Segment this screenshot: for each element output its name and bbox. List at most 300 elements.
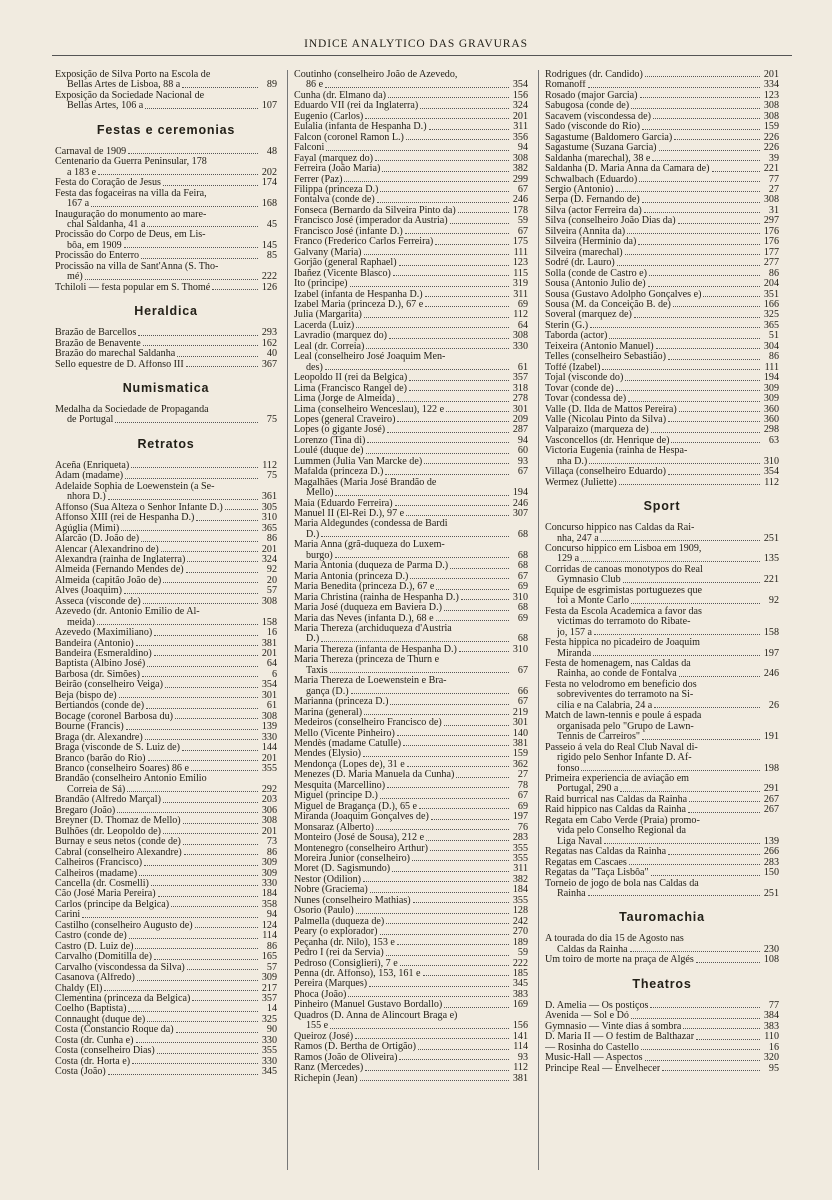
index-entry	[545, 774, 779, 795]
dot-leader	[325, 369, 509, 370]
dot-leader	[154, 635, 258, 636]
entry-line	[55, 858, 277, 868]
entry-line	[55, 461, 277, 471]
page-number: 67	[517, 225, 528, 237]
dot-leader	[321, 536, 509, 537]
dot-leader	[407, 766, 509, 767]
dot-leader	[392, 871, 509, 872]
page-number: 226	[763, 142, 779, 154]
dot-leader	[382, 171, 509, 172]
entry-line	[55, 921, 277, 931]
index-entry	[55, 360, 277, 370]
entry-text: D. Amelia — Os postiços	[545, 1000, 649, 1011]
entry-text: bôa, em 1909	[67, 240, 122, 251]
index-entry	[545, 164, 779, 174]
dot-leader	[609, 338, 760, 339]
index-entry	[545, 711, 779, 742]
index-entry	[294, 561, 528, 571]
dot-leader	[590, 327, 760, 328]
page-number: 194	[512, 487, 528, 499]
dot-leader	[212, 289, 258, 290]
page-number: 135	[763, 553, 779, 565]
entry-text: Mendès (madame Catulle)	[294, 739, 402, 749]
page-number: 67	[517, 466, 528, 478]
page-number: 222	[261, 271, 277, 283]
entry-text: Romanoff	[545, 80, 586, 91]
dot-leader	[355, 1038, 509, 1039]
page-number: 60	[517, 445, 528, 457]
entry-line	[55, 931, 277, 941]
entry-line	[294, 488, 528, 498]
entry-line	[545, 352, 779, 362]
index-entry	[294, 948, 528, 958]
index-entry	[545, 373, 779, 383]
entry-line	[294, 593, 528, 603]
entry-line	[294, 833, 528, 843]
entry-text: Carnaval de 1909	[55, 146, 127, 157]
dot-leader	[581, 770, 760, 771]
entry-text: Valparaizo (marqueza de)	[545, 425, 649, 436]
index-entry	[55, 931, 277, 941]
page-number: 39	[768, 152, 779, 164]
entry-text: Peary (o explorador)	[294, 927, 378, 938]
entry-line	[55, 1046, 277, 1056]
entry-text: — Rosinha do Castello	[545, 1042, 639, 1053]
index-entry	[55, 534, 277, 544]
page-number: 266	[763, 846, 779, 858]
entry-text: Tennis de Carreiros"	[557, 732, 641, 743]
entry-text-line: Concurso hippico em Lisboa em 1909,	[545, 543, 702, 555]
entry-line	[55, 848, 277, 858]
page-number: 48	[266, 145, 277, 157]
index-entry	[55, 70, 277, 91]
entry-text: fonso	[557, 763, 580, 774]
entry-line	[55, 283, 277, 293]
entry-text: Eduardo VII (rei da Inglaterra)	[294, 101, 419, 112]
entry-text: Rainha, ao conde de Fontalva	[557, 669, 677, 680]
page-number: 330	[512, 340, 528, 352]
entry-text-line: Festa hippica no picadeiro de Joaquim	[545, 637, 701, 649]
dot-leader	[108, 499, 258, 500]
index-entry	[55, 1036, 277, 1046]
dot-leader	[409, 390, 509, 391]
entry-line	[55, 869, 277, 879]
entry-text: Fayal (marquez do)	[294, 153, 374, 164]
entry-text: Gymnasio Club	[557, 575, 621, 586]
entry-line	[55, 492, 277, 502]
entry-text: meida)	[67, 617, 96, 628]
dot-leader	[413, 902, 509, 903]
dot-leader	[409, 380, 509, 381]
page-number: 308	[763, 194, 779, 206]
index-entry	[294, 770, 528, 780]
page-number: 309	[261, 867, 277, 879]
dot-leader	[594, 634, 760, 635]
entry-text: Cabral (conselheiro Alexandre)	[55, 847, 182, 858]
entry-line	[545, 269, 779, 279]
entry-text: Izabel Maria (princeza D.), 67 e	[294, 299, 424, 310]
index-entry	[294, 593, 528, 603]
dot-leader	[119, 697, 258, 698]
dot-leader	[370, 892, 509, 893]
entry-text: D.)	[306, 529, 320, 540]
dot-leader	[131, 467, 258, 468]
entry-text-line: Centenario da Guerra Peninsular, 178	[55, 156, 207, 168]
dot-leader	[380, 191, 509, 192]
dot-leader	[161, 551, 258, 552]
page-number: 365	[763, 319, 779, 331]
entry-text-line: Inauguração do monumento ao mare-	[55, 208, 207, 220]
dot-leader	[671, 442, 760, 443]
dot-leader	[186, 366, 258, 367]
entry-text: Cancella (dr. Cosmelli)	[55, 879, 149, 889]
page-number: 175	[512, 236, 528, 248]
index-entry	[55, 328, 277, 338]
page-number: 354	[763, 466, 779, 478]
dot-leader	[390, 704, 509, 705]
index-entry	[294, 791, 528, 801]
entry-line	[294, 1053, 528, 1063]
page-number: 111	[513, 246, 528, 258]
entry-text: Nestor (Odilion)	[294, 874, 361, 885]
page-number: 123	[763, 89, 779, 101]
index-entry	[55, 889, 277, 899]
entry-line	[545, 1053, 779, 1063]
entry-text: Maria Thereza (infanta de Hespanha D.)	[294, 644, 457, 655]
page-number: 351	[763, 288, 779, 300]
dot-leader	[132, 1063, 258, 1064]
page-number: 310	[512, 591, 528, 603]
dot-leader	[616, 390, 760, 391]
dot-leader	[146, 708, 258, 709]
dot-leader	[403, 745, 509, 746]
dot-leader	[668, 854, 760, 855]
entry-text-line: victimas do terramoto do Ribate-	[557, 616, 691, 628]
dot-leader	[147, 1021, 258, 1022]
dot-leader	[650, 1007, 760, 1008]
page-number: 221	[763, 574, 779, 586]
page-number: 63	[768, 434, 779, 446]
index-entry	[294, 227, 528, 237]
index-entry	[545, 743, 779, 774]
index-entry	[545, 415, 779, 425]
entry-line	[294, 300, 528, 310]
dot-leader	[674, 139, 760, 140]
entry-text: nhora D.)	[67, 492, 106, 503]
dot-leader	[350, 286, 509, 287]
dot-leader	[183, 844, 258, 845]
page-number: 184	[512, 884, 528, 896]
entry-line	[294, 331, 528, 341]
index-entry	[294, 781, 528, 791]
entry-text: Pedro I (rei da Servia)	[294, 948, 384, 959]
index-entry	[294, 572, 528, 582]
entry-line	[545, 467, 779, 477]
entry-text: Manuel II (El-Rei D.), 97 e	[294, 509, 405, 520]
entry-text: Brazão do marechal Saldanha	[55, 349, 176, 360]
index-entry	[294, 969, 528, 979]
index-entry	[294, 749, 528, 759]
page-number: 14	[266, 1003, 277, 1015]
entry-text: foi a Monte Carlo	[557, 596, 630, 607]
entry-text: Lima (Francisco Rangel de)	[294, 383, 407, 394]
dot-leader	[367, 442, 509, 443]
entry-text: Sterin (G.)	[545, 320, 589, 331]
index-entry	[294, 499, 528, 509]
index-entry	[55, 879, 277, 889]
entry-text-line: Maria Aldegundes (condessa de Bardi	[294, 518, 448, 530]
entry-text: D.)	[306, 634, 320, 645]
entry-text: Lavradio (marquez do)	[294, 331, 388, 342]
index-entry	[294, 290, 528, 300]
entry-line	[55, 1036, 277, 1046]
entry-line	[294, 938, 528, 948]
entry-text: jo, 157 a	[557, 627, 593, 638]
entry-text-line: Quadros (D. Anna de Alincourt Braga e)	[294, 1009, 458, 1021]
entry-text: Brazão de Barcellos	[55, 328, 137, 339]
page-number: 51	[768, 330, 779, 342]
dot-leader	[364, 254, 509, 255]
dot-leader	[136, 1042, 259, 1043]
page-header-title: INDICE ANALYTICO DAS GRAVURAS	[304, 38, 528, 50]
page-number: 177	[763, 246, 779, 258]
entry-text: Aceña (Enriqueta)	[55, 460, 130, 471]
page-number: 381	[261, 637, 277, 649]
dot-leader	[196, 520, 258, 521]
dot-leader	[651, 875, 760, 876]
dot-leader	[376, 829, 509, 830]
entry-text: Brazão de Benavente	[55, 338, 141, 349]
dot-leader	[386, 923, 509, 924]
entry-line	[55, 785, 277, 795]
entry-text-line: Procissão na villa de Sant'Anna (S. Tho-	[55, 260, 219, 272]
entry-text: Maria Antonia (princeza D.)	[294, 571, 409, 582]
entry-line	[545, 405, 779, 415]
entry-line	[545, 258, 779, 268]
entry-line	[55, 339, 277, 349]
index-entry	[545, 133, 779, 143]
entry-text: Leal (dr. Correia)	[294, 341, 365, 352]
entry-text: Alencar (Alexandrino de)	[55, 544, 159, 555]
entry-line	[55, 910, 277, 920]
page-number: 301	[261, 689, 277, 701]
index-entry	[545, 122, 779, 132]
dot-leader	[127, 791, 258, 792]
index-entry	[294, 864, 528, 874]
dot-leader	[380, 798, 509, 799]
entry-text: Gymnasio — Vinte dias á sombra	[545, 1021, 682, 1032]
dot-leader	[192, 1000, 258, 1001]
dot-leader	[668, 474, 760, 475]
entry-text: Lummen (Julia Van Marcke de)	[294, 456, 423, 467]
entry-line	[294, 122, 528, 132]
page-number: 311	[513, 863, 528, 875]
entry-text: Barbosa (dr. Simões)	[55, 669, 140, 680]
entry-line	[294, 948, 528, 958]
entry-line	[55, 670, 277, 680]
entry-line	[545, 331, 779, 341]
dot-leader	[85, 279, 258, 280]
dot-leader	[139, 875, 258, 876]
dot-leader	[645, 76, 760, 77]
index-entry	[294, 154, 528, 164]
index-entry	[294, 258, 528, 268]
entry-line	[294, 405, 528, 415]
dot-leader	[124, 593, 258, 594]
dot-leader	[335, 495, 509, 496]
entry-text: Castro (conde de)	[55, 931, 127, 942]
entry-text: Filippa (princeza D.)	[294, 184, 379, 195]
page-number: 198	[763, 762, 779, 774]
entry-line	[294, 823, 528, 833]
entry-text-line: Torneio de jogo de bola nas Caldas da	[545, 877, 699, 889]
page-number: 355	[512, 842, 528, 854]
entry-line	[294, 415, 528, 425]
index-entry	[545, 310, 779, 320]
entry-line	[294, 499, 528, 509]
page-number: 69	[517, 298, 528, 310]
dot-leader	[143, 603, 258, 604]
page-number: 140	[512, 727, 528, 739]
page-number: 217	[261, 982, 277, 994]
entry-text: Asseca (visconde de)	[55, 596, 141, 607]
dot-leader	[668, 421, 760, 422]
index-entry	[545, 1043, 779, 1053]
entry-text-line: Leal (conselheiro José Joaquim Men-	[294, 351, 446, 363]
index-entry	[294, 384, 528, 394]
entry-text: Falconi	[294, 143, 325, 154]
entry-line	[545, 248, 779, 258]
entry-text: Sergio (Antonio)	[545, 184, 614, 195]
entry-text: Miranda (Joaquim Gonçalves de)	[294, 812, 429, 823]
index-entry	[545, 446, 779, 467]
page-number: 309	[261, 972, 277, 984]
index-entry	[294, 802, 528, 812]
page-number: 86	[768, 267, 779, 279]
entry-line	[294, 906, 528, 916]
index-entry	[294, 718, 528, 728]
entry-line	[294, 425, 528, 435]
dot-leader	[678, 223, 760, 224]
entry-line	[294, 394, 528, 404]
page-number: 291	[763, 783, 779, 795]
entry-line	[545, 384, 779, 394]
entry-text: Pedroso (Consiglieri), 7 e	[294, 958, 398, 969]
entry-line	[55, 1067, 277, 1077]
entry-text: Bertiandos (conde de)	[55, 701, 145, 712]
dot-leader	[444, 1007, 509, 1008]
index-entry	[55, 1057, 277, 1067]
index-entry	[545, 879, 779, 900]
page-number: 67	[517, 183, 528, 195]
entry-line	[55, 984, 277, 994]
entry-text: Menezes (D. Maria Manuela da Cunha)	[294, 770, 455, 781]
entry-line	[294, 844, 528, 854]
page-number: 75	[266, 414, 277, 426]
page-number: 270	[512, 926, 528, 938]
entry-line	[55, 879, 277, 889]
entry-text: Cunha (dr. Elmano da)	[294, 90, 386, 101]
entry-text: Valle (D. Ilda de Mattos Pereira)	[545, 404, 677, 415]
page-number: 64	[517, 319, 528, 331]
entry-text: Regatas nas Caldas da Rainha	[545, 847, 667, 858]
entry-line	[545, 1032, 779, 1042]
dot-leader	[397, 421, 509, 422]
entry-text-line: Procissão do Corpo de Deus, em Lis-	[55, 229, 206, 241]
index-entry	[294, 478, 528, 499]
entry-line	[545, 80, 779, 90]
page-number: 126	[261, 281, 277, 293]
page-number: 308	[512, 330, 528, 342]
entry-text: Connaught (duque de)	[55, 1014, 146, 1025]
entry-text: Alves (Joaquim)	[55, 586, 122, 597]
entry-text: Sacavem (viscondessa de)	[545, 111, 651, 122]
index-entry	[55, 639, 277, 649]
entry-line	[55, 555, 277, 565]
entry-line	[545, 847, 779, 857]
index-entry	[545, 195, 779, 205]
page-number: 324	[261, 553, 277, 565]
entry-text: Maia (Eduardo Ferreira)	[294, 498, 393, 509]
entry-line	[55, 837, 277, 847]
page-number: 68	[517, 602, 528, 614]
index-entry	[294, 708, 528, 718]
entry-line	[545, 122, 779, 132]
page-number: 309	[261, 857, 277, 869]
entry-text-line: vida pelo Conselho Regional da	[557, 825, 686, 837]
page-number: 92	[266, 564, 277, 576]
page-number: 189	[512, 936, 528, 948]
dot-leader	[634, 317, 760, 318]
index-entry	[545, 258, 779, 268]
entry-line	[55, 328, 277, 338]
entry-text-line: rigido pelo Senhor Infante D. Af-	[557, 752, 692, 764]
entry-line	[294, 1032, 528, 1042]
entry-line	[294, 457, 528, 467]
entry-text: Coelho (Baptista)	[55, 1004, 127, 1015]
index-entry	[55, 754, 277, 764]
page-number: 85	[266, 250, 277, 262]
dot-leader	[366, 348, 509, 349]
entry-text: Tovar (conde de)	[545, 383, 614, 394]
page-number: 73	[266, 836, 277, 848]
entry-line	[545, 889, 779, 899]
entry-line	[55, 1057, 277, 1067]
entry-text: Maria Christina (rainha de Hespanha D.)	[294, 592, 459, 603]
entry-text: Teixeira (Antonio Manuel)	[545, 341, 654, 352]
dot-leader	[602, 369, 760, 370]
page-number: 309	[763, 393, 779, 405]
entry-line	[545, 310, 779, 320]
page-number: 204	[763, 278, 779, 290]
entry-text-line: Match de lawn-tennis e poule á espada	[545, 710, 702, 722]
entry-text: Silva (actor Ferreira da)	[545, 205, 642, 216]
entry-text: Portugal, 290 a	[557, 784, 619, 795]
entry-line	[294, 687, 528, 697]
section-heading: Tauromachia	[619, 910, 705, 925]
index-entry	[294, 415, 528, 425]
entry-line	[294, 101, 528, 111]
entry-text: Soveral (marquez de)	[545, 310, 632, 321]
page-number: 194	[763, 372, 779, 384]
page-number: 362	[512, 758, 528, 770]
page-number: 93	[517, 455, 528, 467]
dot-leader	[154, 959, 258, 960]
dot-leader	[91, 206, 258, 207]
entry-line	[545, 1001, 779, 1011]
dot-leader	[424, 463, 509, 464]
entry-line	[294, 561, 528, 571]
